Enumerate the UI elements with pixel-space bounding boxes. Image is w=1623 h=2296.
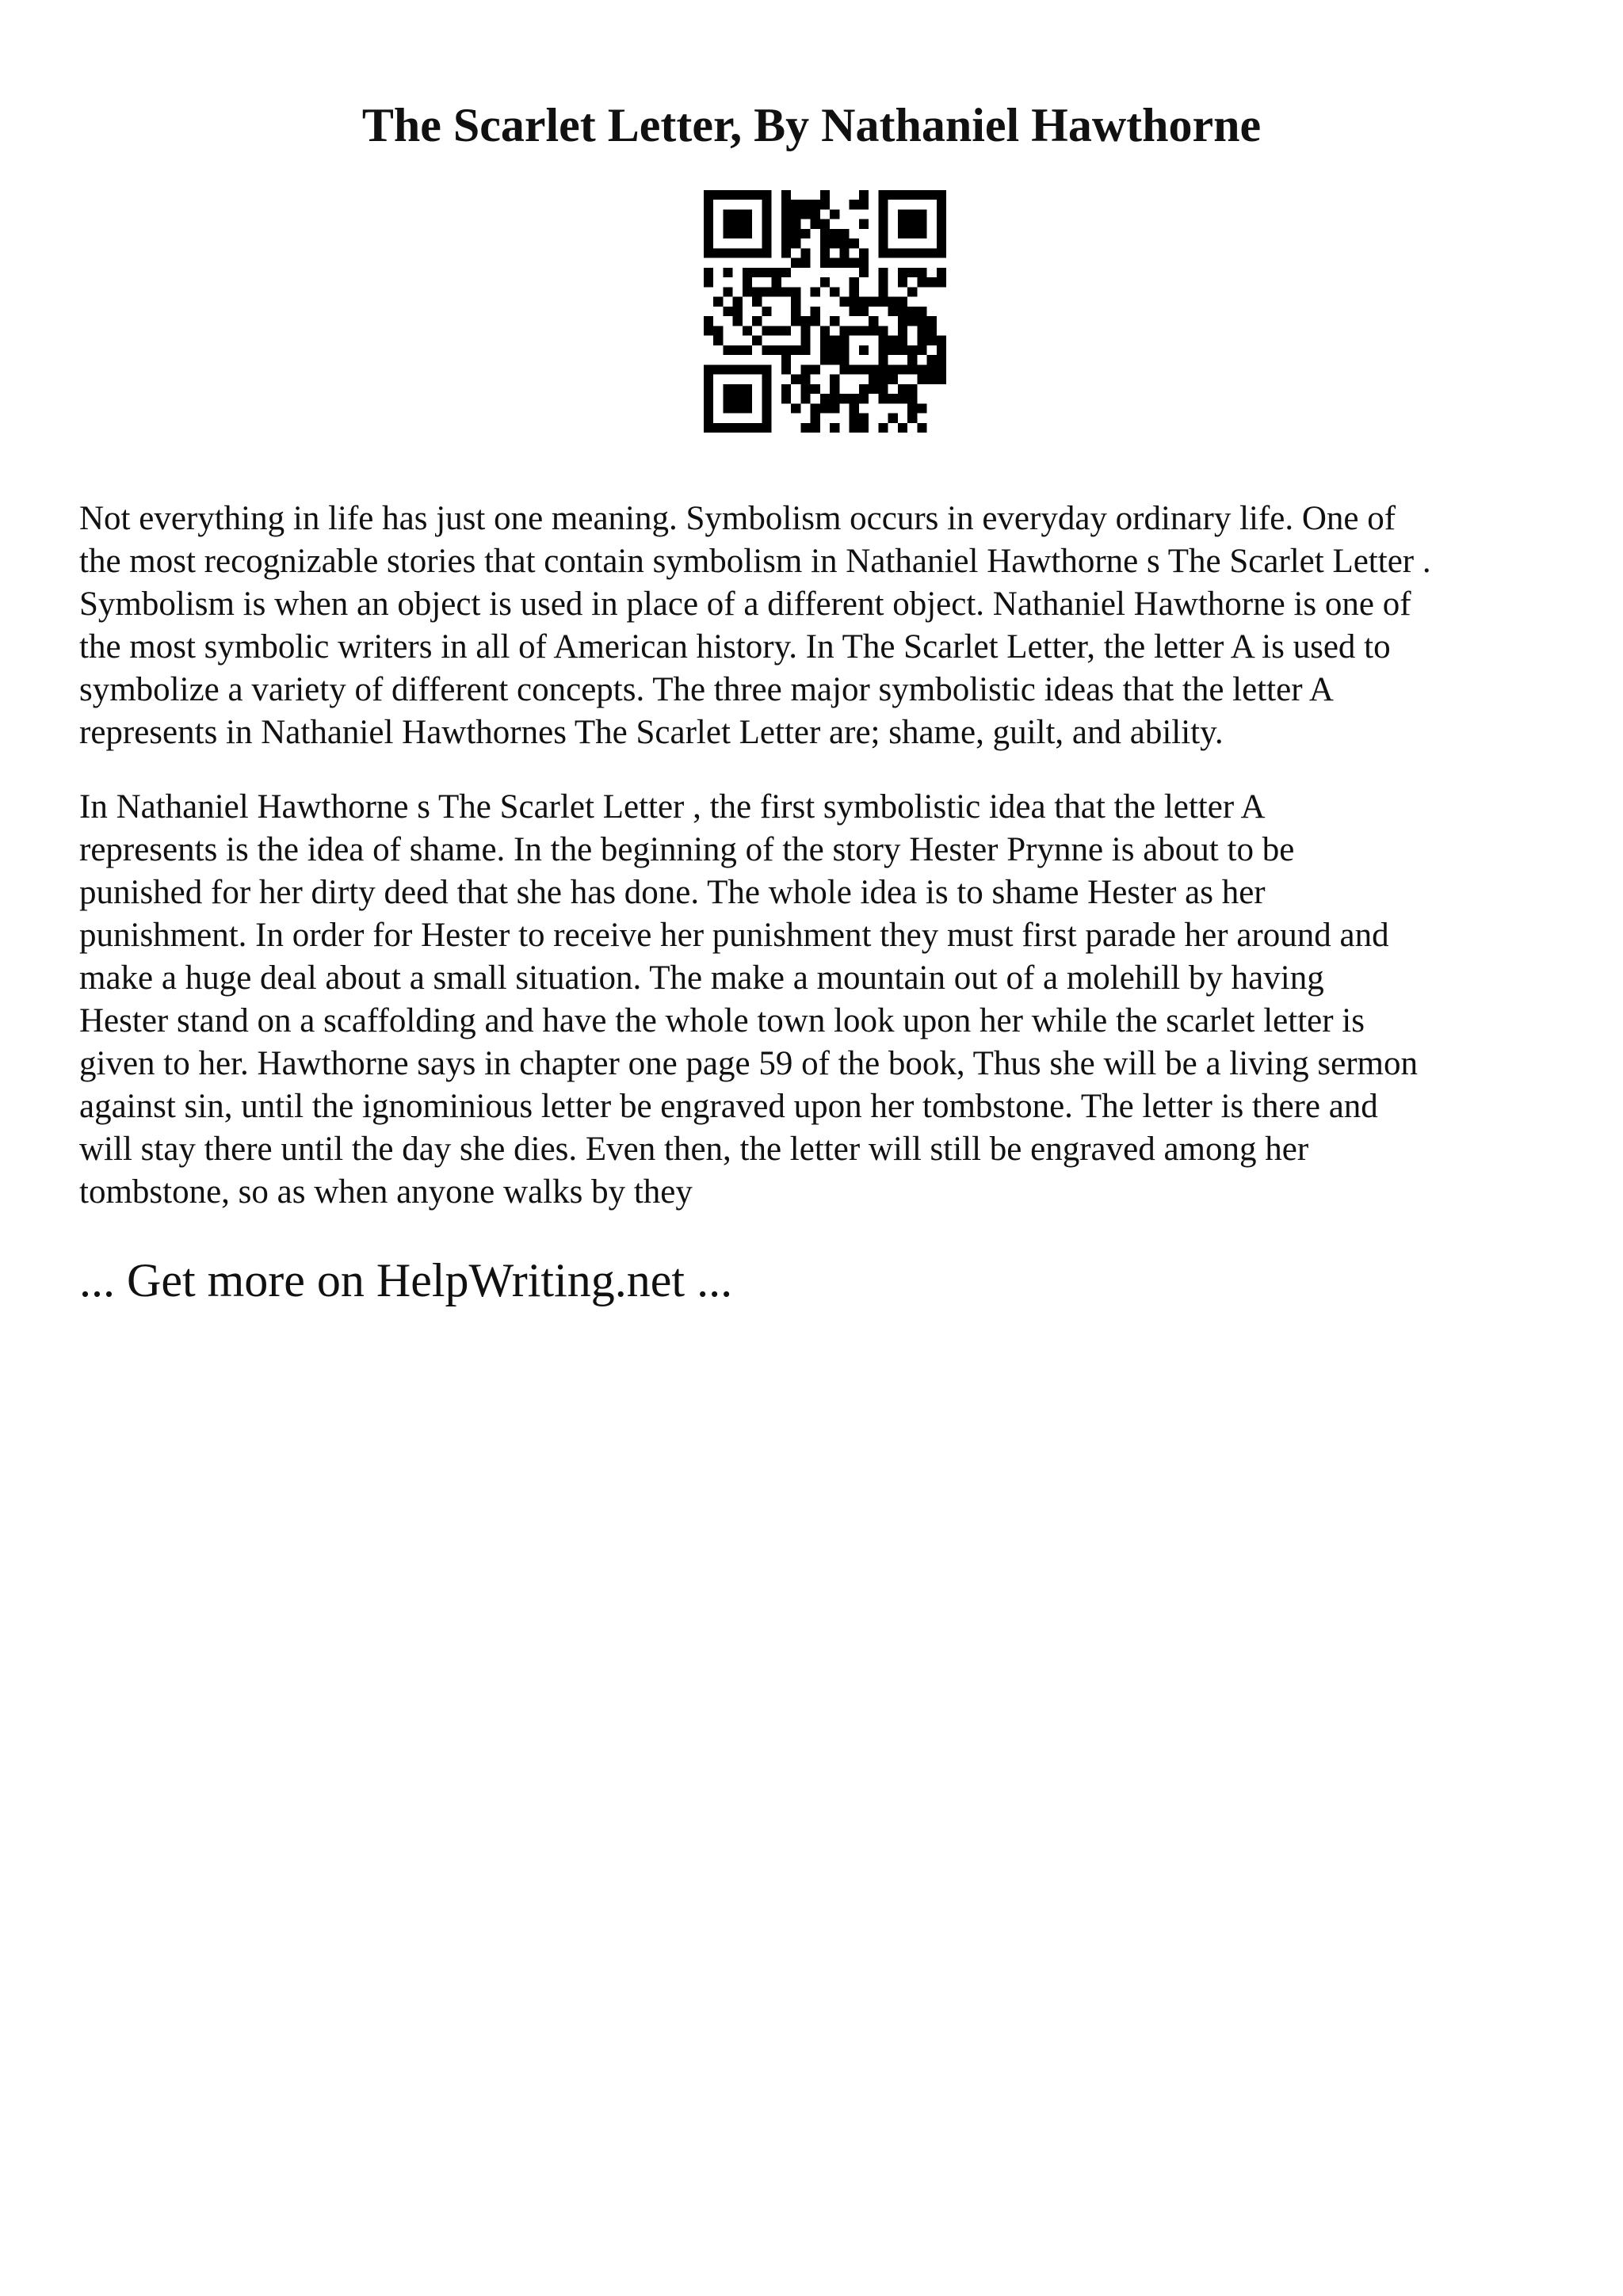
document-body: [79, 498, 1553, 1312]
document-title: The Scarlet Letter, By Nathaniel Hawthorne: [361, 99, 1262, 151]
get-more-link[interactable]: ... Get more on HelpWriting.net ...: [79, 1254, 733, 1306]
paragraph-shame: In Nathaniel Hawthorne s The Scarlet Letter , the first symbolistic idea that the letter A represents is the idea of shame. In the beginning of the story Hester Prynne is about to be punished for her dirty deed that she has done. The whole idea is to shame Hester as her punishment. In order for Hester to receive her punishment they must first parade her around and make a huge deal about a small situation. The make a mountain out of a molehill by having Hester stand on a scaffolding and have the whole town look upon her while the scarlet letter is given to her. Hawthorne says in chapter one page 59 of the book, Thus she will be a living sermon against sin, until the ignominious letter be engraved upon her tombstone. The letter is there and will stay there until the day she dies. Even then, the letter will still be engraved among her tombstone, so as when anyone walks by they: [79, 788, 1418, 1211]
paragraph-intro: Not everything in life has just one meaning. Symbolism occurs in everyday ordinary life. One of the most recognizable stories that contain symbolism in Nathaniel Hawthorne s The Scarlet Letter . Symbolism is when an object is used in place of a different object. Nathaniel Hawthorne is one of the most symbolic writers in all of American history. In The Scarlet Letter, the letter A is used to symbolize a variety of different concepts. The three major symbolistic ideas that the letter A represents in Nathaniel Hawthornes The Scarlet Letter are; shame, guilt, and ability.: [79, 500, 1431, 751]
qr-code-icon[interactable]: [704, 190, 946, 433]
